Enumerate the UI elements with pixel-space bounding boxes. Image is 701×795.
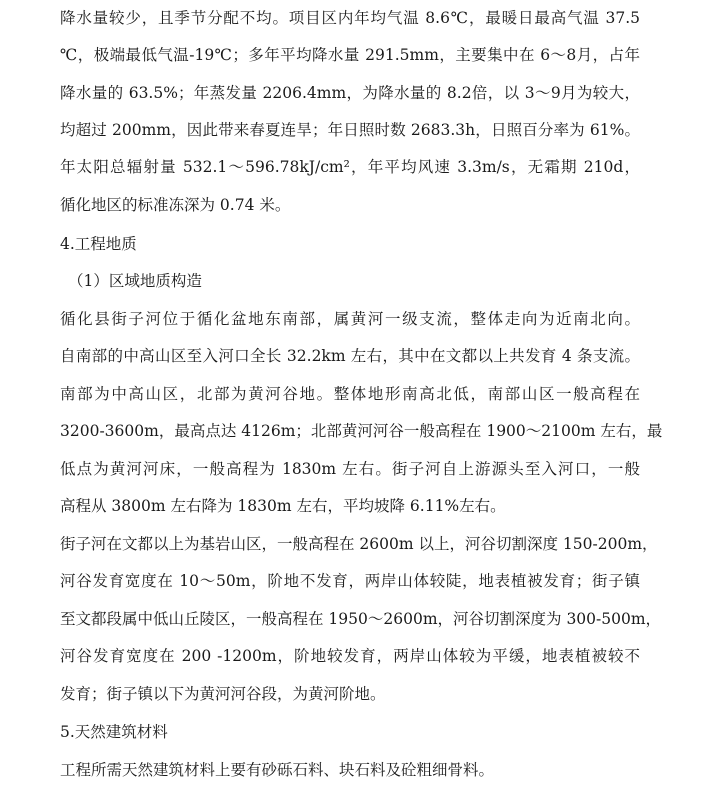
text-line: 3200-3600m，最高点达 4126m；北部黄河河谷一般高程在 1900～2100m 左右，最	[60, 422, 663, 440]
text-line: ℃，极端最低气温-19℃；多年平均降水量 291.5mm，主要集中在 6～8月，占年	[60, 46, 640, 64]
text-line: 年太阳总辐射量 532.1～596.78kJ/cm²，年平均风速 3.3m/s，无霜期 210d，	[60, 158, 640, 176]
text-line: 南部为中高山区，北部为黄河谷地。整体地形南高北低，南部山区一般高程在	[60, 385, 640, 403]
text-line: 循化地区的标准冻深为 0.74 米。	[60, 196, 291, 214]
text-line: 至文都段属中低山丘陵区，一般高程在 1950～2600m，河谷切割深度为 300-500m，	[60, 610, 662, 628]
section-heading: 5.天然建筑材料	[60, 723, 168, 741]
text-line: 自南部的中高山区至入河口全长 32.2km 左右，其中在文都以上共发育 4 条支流。	[60, 347, 640, 365]
section-heading: 4.工程地质	[60, 235, 137, 253]
text-line: 发育；街子镇以下为黄河河谷段，为黄河阶地。	[60, 685, 386, 703]
text-line: 河谷发育宽度在 200 -1200m，阶地较发育，两岸山体较为平缓，地表植被较不	[60, 647, 640, 665]
text-line: 街子河在文都以上为基岩山区，一般高程在 2600m 以上，河谷切割深度 150-200m，	[60, 535, 658, 553]
subsection-heading: （1）区域地质构造	[68, 272, 202, 290]
text-line: 高程从 3800m 左右降为 1830m 左右，平均坡降 6.11%左右。	[60, 497, 506, 515]
text-line: 均超过 200mm，因此带来春夏连旱；年日照时数 2683.3h，日照百分率为 61%。	[60, 121, 640, 139]
text-line: 河谷发育宽度在 10～50m，阶地不发育，两岸山体较陡，地表植被发育；街子镇	[60, 572, 640, 590]
text-line: 工程所需天然建筑材料上要有砂砾石料、块石料及砼粗细骨料。	[60, 761, 495, 779]
text-line: 低点为黄河河床，一般高程为 1830m 左右。街子河自上游源头至入河口，一般	[60, 460, 640, 478]
text-line: 降水量的 63.5%；年蒸发量 2206.4mm，为降水量的 8.2倍，以 3～9月为较大，	[60, 84, 640, 102]
text-line: 降水量较少，且季节分配不均。项目区内年均气温 8.6℃，最暖日最高气温 37.5	[60, 9, 640, 27]
text-line: 循化县街子河位于循化盆地东南部，属黄河一级支流，整体走向为近南北向。	[60, 310, 640, 328]
